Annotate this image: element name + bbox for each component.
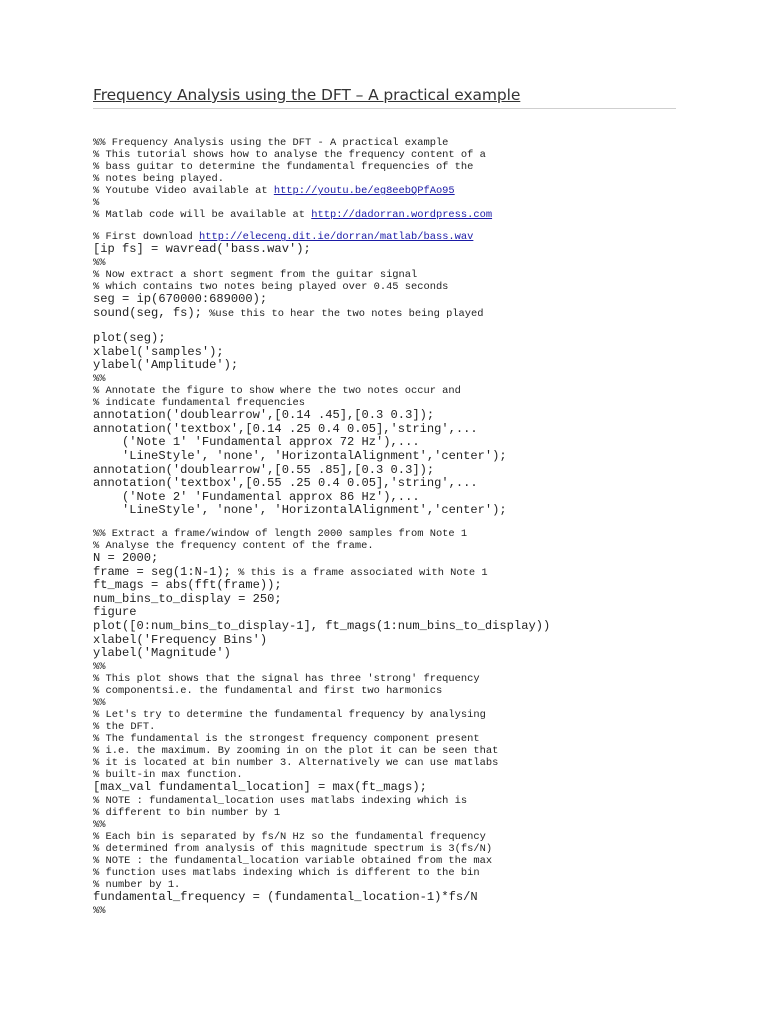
code-line: % Annotate the figure to show where the two notes occur and xyxy=(93,385,461,398)
code-line: [max_val fundamental_location] = max(ft_mags); xyxy=(93,780,427,795)
code-line: %% xyxy=(93,904,106,917)
blank-line xyxy=(93,518,693,528)
code-line: % indicate fundamental frequencies xyxy=(93,397,306,410)
code-line: % componentsi.e. the fundamental and first two harmonics xyxy=(93,684,443,697)
code-line: % function uses matlabs indexing which is different to the bin xyxy=(93,867,480,880)
code-line: N = 2000; xyxy=(93,551,159,566)
code-line xyxy=(93,566,693,580)
code-line: plot([0:num_bins_to_display-1], ft_mags(1:num_bins_to_display)) xyxy=(93,619,551,634)
code-line: % This tutorial shows how to analyse the frequency content of a xyxy=(93,149,486,162)
code-line: % Analyse the frequency content of the frame. xyxy=(93,540,374,553)
code-line: fundamental_frequency = (fundamental_location-1)*fs/N xyxy=(93,890,478,905)
code-line: annotation('doublearrow',[0.14 .45],[0.3 0.3]); xyxy=(93,408,435,423)
code-line: % bass guitar to determine the fundamental frequencies of the xyxy=(93,161,474,174)
code-comment: % this is a frame associated with Note 1 xyxy=(238,566,488,579)
blank-line xyxy=(93,221,693,231)
code-line: % number by 1. xyxy=(93,879,181,892)
wordpress-link[interactable]: http://dadorran.wordpress.com xyxy=(311,209,493,222)
code-line: ylabel('Amplitude'); xyxy=(93,358,239,373)
code-line: annotation('doublearrow',[0.55 .85],[0.3 0.3]); xyxy=(93,462,435,477)
title-divider xyxy=(93,108,676,109)
bass-wav-link[interactable]: http://eleceng.dit.ie/dorran/matlab/bass.wav xyxy=(199,231,474,244)
code-line: % which contains two notes being played over 0.45 seconds xyxy=(93,281,449,294)
code-line: % different to bin number by 1 xyxy=(93,806,281,819)
code-line: % it is located at bin number 3. Alternatively we can use matlabs xyxy=(93,757,499,770)
code-line: % Each bin is separated by fs/N Hz so the fundamental frequency xyxy=(93,831,486,844)
code-line: % NOTE : the fundamental_location variable obtained from the max xyxy=(93,855,493,868)
code-line xyxy=(93,307,693,321)
code-listing xyxy=(93,137,693,917)
page-title: Frequency Analysis using the DFT – A practical example xyxy=(93,86,521,104)
code-line: [ip fs] = wavread('bass.wav'); xyxy=(93,242,311,257)
code-line: % determined from analysis of this magnitude spectrum is 3(fs/N) xyxy=(93,843,493,856)
code-line: 'LineStyle', 'none', 'HorizontalAlignment','center'); xyxy=(93,449,507,463)
code-line: % Now extract a short segment from the guitar signal xyxy=(93,269,418,282)
code-line: plot(seg); xyxy=(93,331,166,346)
code-line: % i.e. the maximum. By zooming in on the plot it can be seen that xyxy=(93,745,499,758)
code-line: xlabel('samples'); xyxy=(93,344,224,359)
code-line: seg = ip(670000:689000); xyxy=(93,292,268,307)
code-line: annotation('textbox',[0.55 .25 0.4 0.05],'string',... xyxy=(93,476,478,491)
code-comment: %use this to hear the two notes being played xyxy=(209,307,484,320)
code-line: %% xyxy=(93,373,106,386)
code-text: % Youtube Video available at xyxy=(93,185,274,198)
code-line: % xyxy=(93,197,100,210)
code-line: %% xyxy=(93,696,106,709)
youtube-link[interactable]: http://youtu.be/eg8eebQPfAo95 xyxy=(273,185,455,198)
code-line: figure xyxy=(93,605,137,620)
code-line: ('Note 2' 'Fundamental approx 86 Hz'),... xyxy=(93,489,420,504)
code-line: %% xyxy=(93,660,106,673)
code-line: 'LineStyle', 'none', 'HorizontalAlignment','center'); xyxy=(93,503,507,518)
code-line: ylabel('Magnitude') xyxy=(93,646,231,661)
code-line: ('Note 1' 'Fundamental approx 72 Hz'),... xyxy=(93,435,420,450)
code-line: annotation('textbox',[0.14 .25 0.4 0.05],'string',... xyxy=(93,421,478,436)
code-line: %% xyxy=(93,818,106,831)
blank-line xyxy=(93,320,693,332)
code-line xyxy=(93,209,693,221)
code-line xyxy=(93,185,693,197)
code-line: %% Frequency Analysis using the DFT - A practical example xyxy=(93,137,449,149)
code-line: ft_mags = abs(fft(frame)); xyxy=(93,578,282,593)
code-line: %% xyxy=(93,256,106,269)
code-line: % NOTE : fundamental_location uses matlabs indexing which is xyxy=(93,794,468,807)
code-line: % built-in max function. xyxy=(93,769,243,782)
code-line: % Let's try to determine the fundamental frequency by analysing xyxy=(93,709,486,721)
code-line: xlabel('Frequency Bins') xyxy=(93,632,268,647)
code-line: num_bins_to_display = 250; xyxy=(93,591,282,606)
code-text: % First download xyxy=(93,231,200,244)
code-text: frame = seg(1:N-1); xyxy=(93,564,239,579)
code-text: sound(seg, fs); xyxy=(93,305,210,320)
code-line: % The fundamental is the strongest frequency component present xyxy=(93,733,480,746)
code-line: % the DFT. xyxy=(93,721,156,734)
code-line: %% Extract a frame/window of length 2000 samples from Note 1 xyxy=(93,527,468,540)
code-line: % This plot shows that the signal has three 'strong' frequency xyxy=(93,672,480,685)
code-line: % notes being played. xyxy=(93,173,224,186)
code-text: % Matlab code will be available at xyxy=(93,209,312,222)
